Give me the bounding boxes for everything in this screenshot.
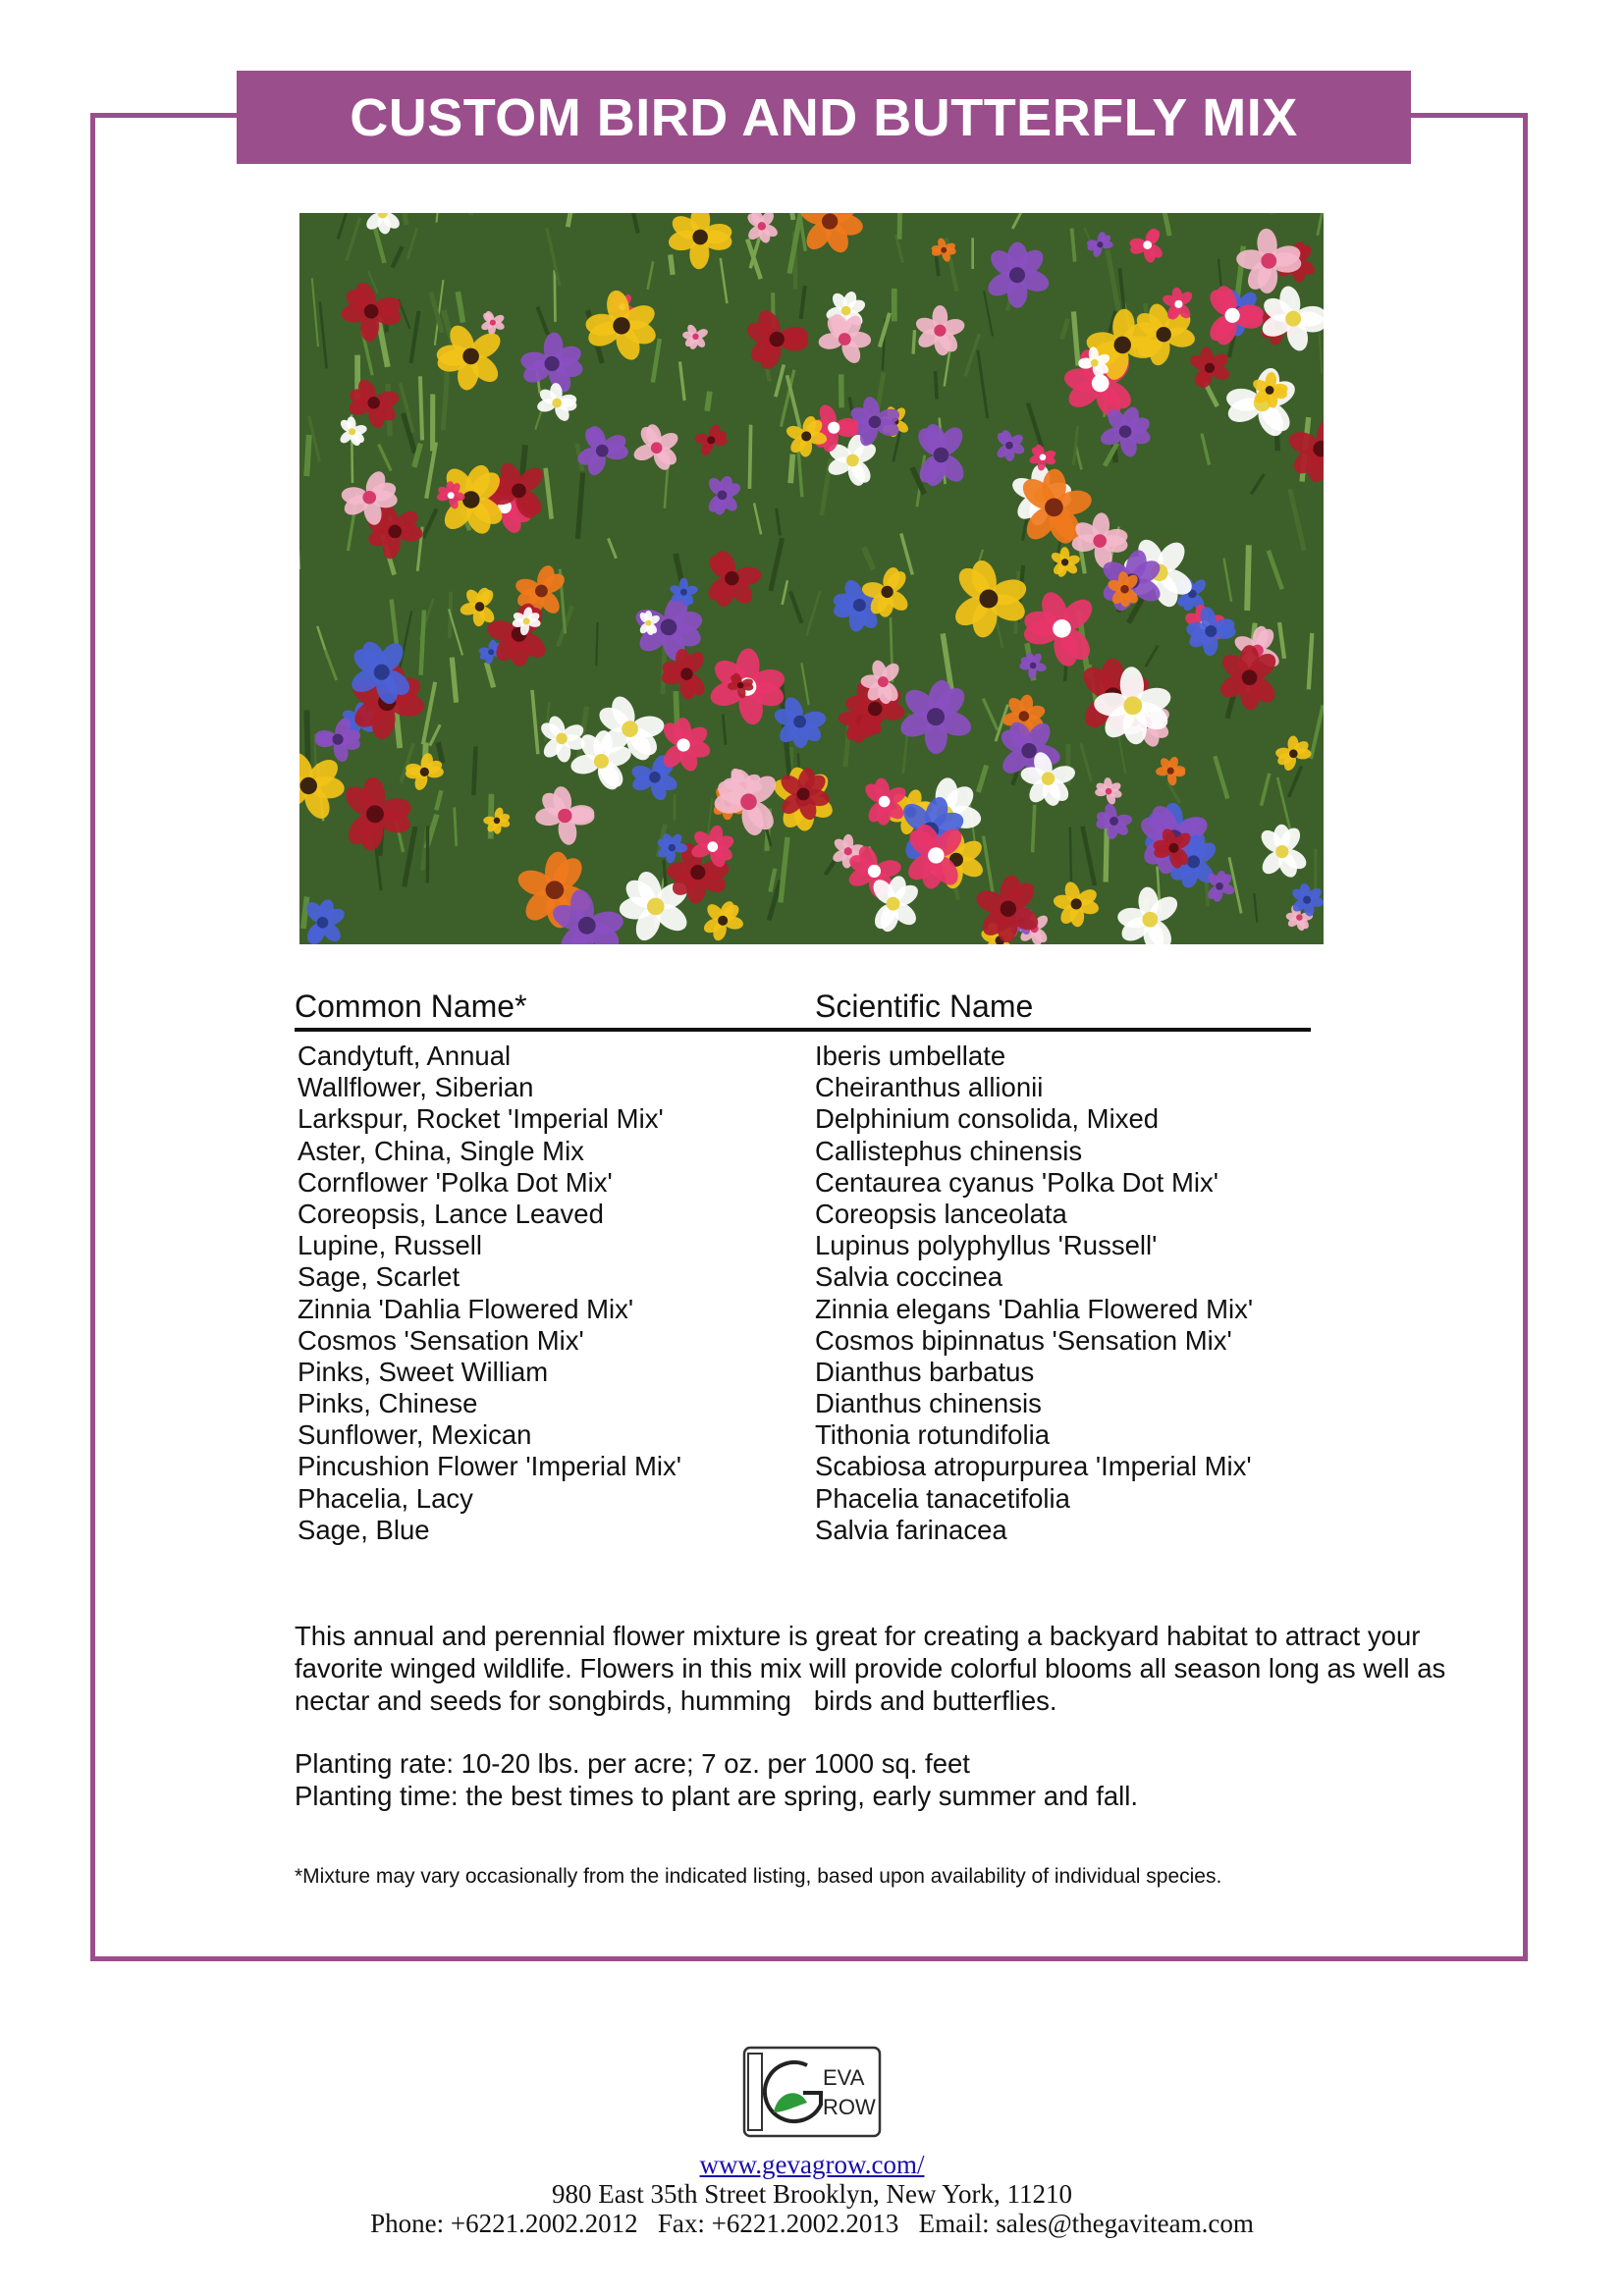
footer-contact: Phone: +6221.2002.2012 Fax: +6221.2002.2013 Email: sales@thegaviteam.com <box>370 2209 1254 2238</box>
planting-rate: Planting rate: 10-20 lbs. per acre; 7 oz. per 1000 sq. feet <box>295 1748 970 1779</box>
page-title: CUSTOM BIRD AND BUTTERFLY MIX <box>237 71 1411 164</box>
common-name-cell: Pinks, Chinese <box>298 1388 478 1419</box>
scientific-name-cell: Coreopsis lanceolata <box>815 1198 1067 1229</box>
table-row <box>298 1167 1328 1199</box>
scientific-name-cell: Lupinus polyphyllus 'Russell' <box>815 1230 1158 1261</box>
description <box>295 1620 1483 1717</box>
footer-website[interactable] <box>0 2150 1624 2179</box>
table-row <box>298 1294 1328 1325</box>
scientific-name-cell: Iberis umbellate <box>815 1041 1006 1071</box>
scientific-name-cell: Cosmos bipinnatus 'Sensation Mix' <box>815 1324 1232 1356</box>
scientific-name-cell: Tithonia rotundifolia <box>815 1419 1050 1451</box>
common-name-cell: Phacelia, Lacy <box>298 1482 473 1514</box>
common-name-cell: Zinnia 'Dahlia Flowered Mix' <box>298 1293 634 1324</box>
common-name-cell: Sage, Blue <box>298 1514 430 1545</box>
table-row <box>298 1199 1328 1230</box>
common-name-cell: Lupine, Russell <box>298 1230 483 1261</box>
description-line: favorite winged wildlife. Flowers in this mix will provide colorful blooms all season long as well as <box>295 1653 1446 1683</box>
availability-note: *Mixture may vary occasionally from the indicated listing, based upon availability of individual species. <box>295 1865 1222 1888</box>
scientific-name-cell: Salvia coccinea <box>815 1261 1003 1293</box>
scientific-name-cell: Phacelia tanacetifolia <box>815 1482 1070 1514</box>
flower-illustration <box>299 213 1324 944</box>
table-row <box>298 1230 1328 1261</box>
table-header <box>295 985 1311 1032</box>
table-row <box>298 1419 1328 1451</box>
table-row <box>298 1483 1328 1515</box>
common-name-cell: Sage, Scarlet <box>298 1261 460 1293</box>
common-name-cell: Cosmos 'Sensation Mix' <box>298 1324 584 1356</box>
logo-text-top: EVA <box>823 2065 865 2090</box>
table-row <box>298 1261 1328 1293</box>
planting-time: Planting time: the best times to plant are spring, early summer and fall. <box>295 1781 1139 1811</box>
scientific-name-cell: Callistephus chinensis <box>815 1135 1083 1166</box>
scientific-name-cell: Dianthus chinensis <box>815 1388 1042 1419</box>
table-row <box>298 1041 1328 1072</box>
table-row <box>298 1357 1328 1388</box>
scientific-name-cell: Zinnia elegans 'Dahlia Flowered Mix' <box>815 1293 1254 1324</box>
scientific-name-cell: Centaurea cyanus 'Polka Dot Mix' <box>815 1166 1218 1198</box>
common-name-cell: Pinks, Sweet William <box>298 1356 549 1387</box>
common-name-cell: Wallflower, Siberian <box>298 1072 534 1103</box>
common-name-cell: Cornflower 'Polka Dot Mix' <box>298 1166 613 1198</box>
common-name-cell: Coreopsis, Lance Leaved <box>298 1198 604 1229</box>
website-link[interactable]: www.gevagrow.com/ <box>699 2150 925 2179</box>
common-name-cell: Sunflower, Mexican <box>298 1419 532 1451</box>
table-row <box>298 1451 1328 1482</box>
description-line: nectar and seeds for songbirds, humming birds and butterflies. <box>295 1685 1057 1716</box>
table-row <box>298 1325 1328 1357</box>
logo-text-bottom: ROW <box>823 2095 876 2119</box>
scientific-name-header: Scientific Name <box>815 988 1034 1024</box>
table-row <box>298 1515 1328 1546</box>
scientific-name-cell: Dianthus barbatus <box>815 1356 1035 1387</box>
common-name-cell: Aster, China, Single Mix <box>298 1135 584 1166</box>
common-name-header: Common Name* <box>295 988 527 1024</box>
wildflower-photo <box>299 213 1324 944</box>
table-row <box>298 1072 1328 1103</box>
plant-list <box>298 1041 1328 1546</box>
scientific-name-cell: Scabiosa atropurpurea 'Imperial Mix' <box>815 1451 1252 1482</box>
scientific-name-cell: Delphinium consolida, Mixed <box>815 1103 1160 1135</box>
common-name-cell: Pincushion Flower 'Imperial Mix' <box>298 1451 682 1482</box>
description-line: This annual and perennial flower mixture is great for creating a backyard habitat to attract your <box>295 1621 1421 1651</box>
table-row <box>298 1103 1328 1135</box>
scientific-name-cell: Salvia farinacea <box>815 1514 1007 1545</box>
common-name-cell: Candytuft, Annual <box>298 1041 512 1071</box>
table-row <box>298 1388 1328 1419</box>
scientific-name-cell: Cheiranthus allionii <box>815 1072 1044 1103</box>
planting-info <box>295 1747 1138 1812</box>
common-name-cell: Larkspur, Rocket 'Imperial Mix' <box>298 1103 664 1135</box>
gevagrow-logo <box>738 2044 886 2142</box>
table-row <box>298 1136 1328 1167</box>
footer-address: 980 East 35th Street Brooklyn, New York, 11210 <box>552 2179 1072 2209</box>
